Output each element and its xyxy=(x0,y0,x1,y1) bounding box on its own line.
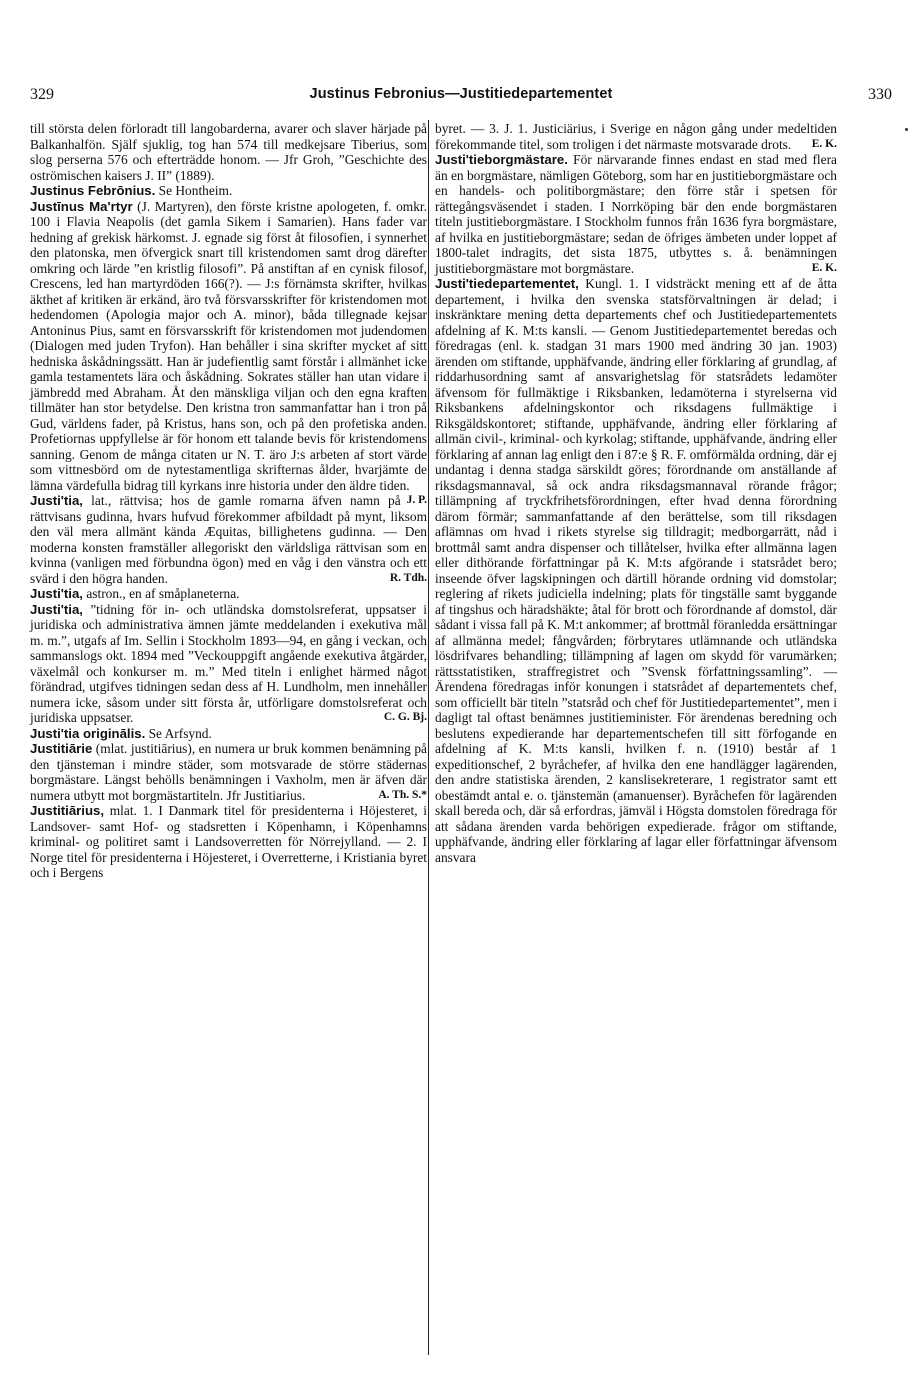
entry xyxy=(30,183,427,199)
entry-signature: J. P. xyxy=(406,494,427,506)
entry-text: Se Hontheim. xyxy=(155,183,233,198)
entry-headword: Justi'tieborgmästare. xyxy=(435,152,568,167)
entry-headword: Justinus Febrōnius. xyxy=(30,183,156,198)
right-column xyxy=(435,121,837,865)
margin-mark xyxy=(905,128,908,131)
entry-headword: Justi'tia, xyxy=(30,601,83,617)
entry-headword: Justitiārie xyxy=(30,741,93,756)
entry-signature: C. G. Bj. xyxy=(383,711,427,723)
entry-text: För närvarande finnes endast en stad med flera än en borgmästare, nämligen Göteborg, som har en justitieborgmästare och en handels- och politiborgmästare; den förre står i spetsen för rättegångsväsendet i staden. I Norrköping bär den ende borgmästaren titeln justitieborgmästare. I Stockholm funnos från 1636 fyra borgmästare, af hvilka en justitieborgmästare; sedan de öfriges ämbeten under loppet af 1800-talet indragits, det sista 1875, utbyttes s. å. benämningen justitieborgmästare mot borgmästare. xyxy=(435,152,837,276)
entry-continuation: till största delen förloradt till langobarderna, avarer och slaver härjade på Balkanhalfön. Själf sjuklig, tog han 574 till medkejsare Tiberius, som slog perserna 576 och efterträdde honom. — Jfr Groh, ”Geschichte des oströmischen kaisers J. II” (1889). xyxy=(30,121,427,183)
entry-text: byret. — 3. J. 1. Justiciärius, i Sverige en någon gång under medeltiden förekommande titel, som troligen i det närmaste motsvarade drots. xyxy=(435,121,837,152)
page-header xyxy=(30,86,892,108)
entry-signature: R. Tdh. xyxy=(389,571,427,584)
entry-headword: Justi'tia, xyxy=(30,586,83,601)
entry-headword: Justīnus Ma'rtyr xyxy=(30,198,133,214)
entry xyxy=(30,602,427,726)
left-column xyxy=(30,121,427,881)
entry-text: (mlat. justitiārius), en numera ur bruk kommen benämning på den tjänsteman i mindre städer, som motsvarade de större städernas borgmästare. Längst behölls benämningen i Vaxholm, men är äfven där numera utbytt mot borgmästartiteln. Jfr Justitiarius. xyxy=(30,741,427,803)
entry-text: astron., en af småplaneterna. xyxy=(82,586,240,601)
running-title: Justinus Febronius—Justitiedepartementet xyxy=(309,86,613,102)
entry-headword: Justi'tia originālis. xyxy=(30,725,146,741)
entry-signature: A. Th. S.* xyxy=(378,788,427,801)
entry-continuation xyxy=(435,121,837,152)
entry xyxy=(30,741,427,803)
entry-headword: Justi'tiedepartementet, xyxy=(435,276,579,291)
entry xyxy=(435,152,837,276)
entry xyxy=(30,493,427,586)
entry-text: mlat. 1. I Danmark titel för presidenterna i Höjesteret, i Landsover- samt Hof- og stadsretten i Köpenhamn, i Köpenhamns kriminal- og politiret samt i Landsoverretten för Nörrejylland. — 2. I Norge titel för presidenterna i Höjesteret, i Overretterne, i Kristiania byret och i Bergens xyxy=(30,803,427,880)
entry-text: Kungl. 1. I vidsträckt mening ett af de åtta departement, i hvilka den svenska statsförvaltningen är delad; i inskränktare mening detta departements chef och Justitiedepartementets afdelning af K. M:ts kansli. — Genom Justitiedepartementet beredas och föredragas (enl. k. stadgan 31 mars 1900 med ändring 30 jan. 1903) ärenden om stiftande, upphäfvande, ändring eller förklaring af grundlag, af riddarhusordning samt af ansvarighetslag för statsrådets ledamöter äfvensom för fullmäktige i Riksbanken, ledamöterna i styrelserna vid Riksbankens afdelningskontor och riksdagens fullmäktige i Riksgäldskontoret; stiftande, upphäfvande, ändring eller förklaring af allmän civil-, kriminal- och kyrkolag; stiftande, upphäfvande, ändring eller förklaring af annan lag enligt den i 87:e § R. F. omförmälda ordning, där ej undantag i denna stadga särskildt göres; förordnande om anställande af riksdagsmannaval, så ock andra riksdagsmannaval rörande frågor; tillämpning af tryckfrihetsförordningen, efter hvad denna förordning därom förmär; sammanfattande af den berättelse, som till riksdagen aflämnas om hvad i rikets styrelse sig tilldragit; medborgarrätt, nåd i brottmål samt andra dispenser och tillåtelser, hvilka efter allmänna lagen eller dithörande författningar på K. M:ts afgörande i statsrådet bero; inseende öfver lagskipningen och därtill hörande ordning vid domstolar; reglering af rikets judiciella indelning; plats för tingställe samt byggande af tingshus och häradshäkte; åtal för brott och förordnande af domstol, där sådant i vissa fall på K. M:t ankommer; af brottmål föranledda ersättningar af allmänna medel; fångvården; förbrytares utlämnande och utländska lösdrifvares behandling; tillämpning af lagen om skydd för varumärken; rättsstatistiken, straffregistret och ”Svensk författningssamling”. — Ärendena föredragas inför konungen i statsrådet af departementets chef, som officiellt bär titeln ”statsråd och chef för Justitiedepartementet”, men i dagligt tal oftast benämnes justitieminister. För ärendenas beredning och beslutens expedierande har departementschefen till sitt förfogande en afdelning af K. M:ts kansli, hvilken f. n. (1910) består af 1 expeditionschef, 2 byråchefer, af hvilka den ene handlägger lagärenden, den andre statistiska ärenden, 2 kanslisekreterare, 1 registrator samt ett obestämdt antal e. o. tjänstemän (amanuenser). Byråchefen för lagärenden skall bereda och, där så erfordras, jämväl i Högsta domstolen föredraga för att sådana ärenden varda behörigen expedierade. frågor om stiftande, upphäfvande, ändring eller förklaring af lagar eller författningar äfvensom ansvara xyxy=(435,276,837,865)
entry-text: (J. Martyren), den förste kristne apologeten, f. omkr. 100 i Flavia Neapolis (det gamla Sikem i Samarien). Hans fader var hedning af grekisk härkomst. J. egnade sig först åt filosofien, i synnerhet den platonska, men öfvergick snart till kristendomen samt drog därefter omkring och lärde ”en kristlig filosofi”. På anstiftan af en cynisk filosof, Crescens, led han martyrdöden 166(?). — J:s förnämsta skrifter, hvilkas äkthet af kritiken är erkänd, äro två försvarsskrifter för kristendomen mot hedendomen (Apologia major och A. minor), båda tillegnade kejsar Antoninus Pius, samt en försvarsskrift för kristendomen mot judendomen (Dialogen med juden Tryfon). Han behåller i sina skrifter mycket af sitt hedniska åskådningssätt. Han är judefientlig samt förstår i allmänhet icke gamla testamentets lära och åskådning. Sokrates ställer han utan vidare i jämbredd med Abraham. Åt den mänskliga viljan och den egna kraften tillmäter han stor betydelse. Den kristna tron sammanfattar han i tron på Gud, världens fader, på Kristus, hans son, och på den profetiska anden. Profetiornas uppfyllelse är för honom ett talande bevis för kristendomens sanning. Genom de många citaten ur N. T. äro J:s arbeten af stort värde som vittnesbörd om de nytestamentliga skrifternas ålder, hvarjämte de lämna värdefulla bidrag till kyrkans inre historia under den äldre tiden. xyxy=(30,198,427,493)
entry-text: ”tidning för in- och utländska domstolsreferat, uppsatser i juridiska och administrativa ämnen jämte meddelanden i exekutiva mål m. m.”, utgafs af Im. Sellin i Stockholm 1893—94, en gång i veckan, och sammanslogs okt. 1894 med ”Veckouppgift angående exekutiva åtgärder, växelmål och konkurser m. m.” Med titeln i enlighet härmed något förändrad, utgifves tidningen sedan dess af H. Lundholm, men innehåller numera icke, såsom under sitt första år, utförligare domstolsreferat och juridiska uppsatser. xyxy=(30,601,427,725)
entry-headword: Justitiārius, xyxy=(30,803,105,818)
column-divider xyxy=(428,120,429,1355)
entry xyxy=(30,803,427,881)
entry xyxy=(30,726,427,742)
entry-text: lat., rättvisa; hos de gamle romarna äfven namn på rättvisans gudinna, hvars hufvud förekommer afbildadt på mynt, liksom den väl mera allmänt kända Æquitas, billighetens gudinna. — Den moderna konsten framställer allegoriskt den världsliga rättvisan som en kvinna (vanligen med förbundna ögon) med en våg i den vänstra och ett svärd i den högra handen. xyxy=(30,493,427,586)
entry-signature: E. K. xyxy=(811,137,837,150)
page-number-right: 330 xyxy=(868,86,892,103)
entry-signature: E. K. xyxy=(811,261,837,274)
entry xyxy=(30,586,427,602)
entry-text: Se Arfsynd. xyxy=(145,725,212,741)
entry-headword: Justi'tia, xyxy=(30,493,83,508)
entry xyxy=(435,276,837,865)
page-number-left: 329 xyxy=(30,86,54,103)
